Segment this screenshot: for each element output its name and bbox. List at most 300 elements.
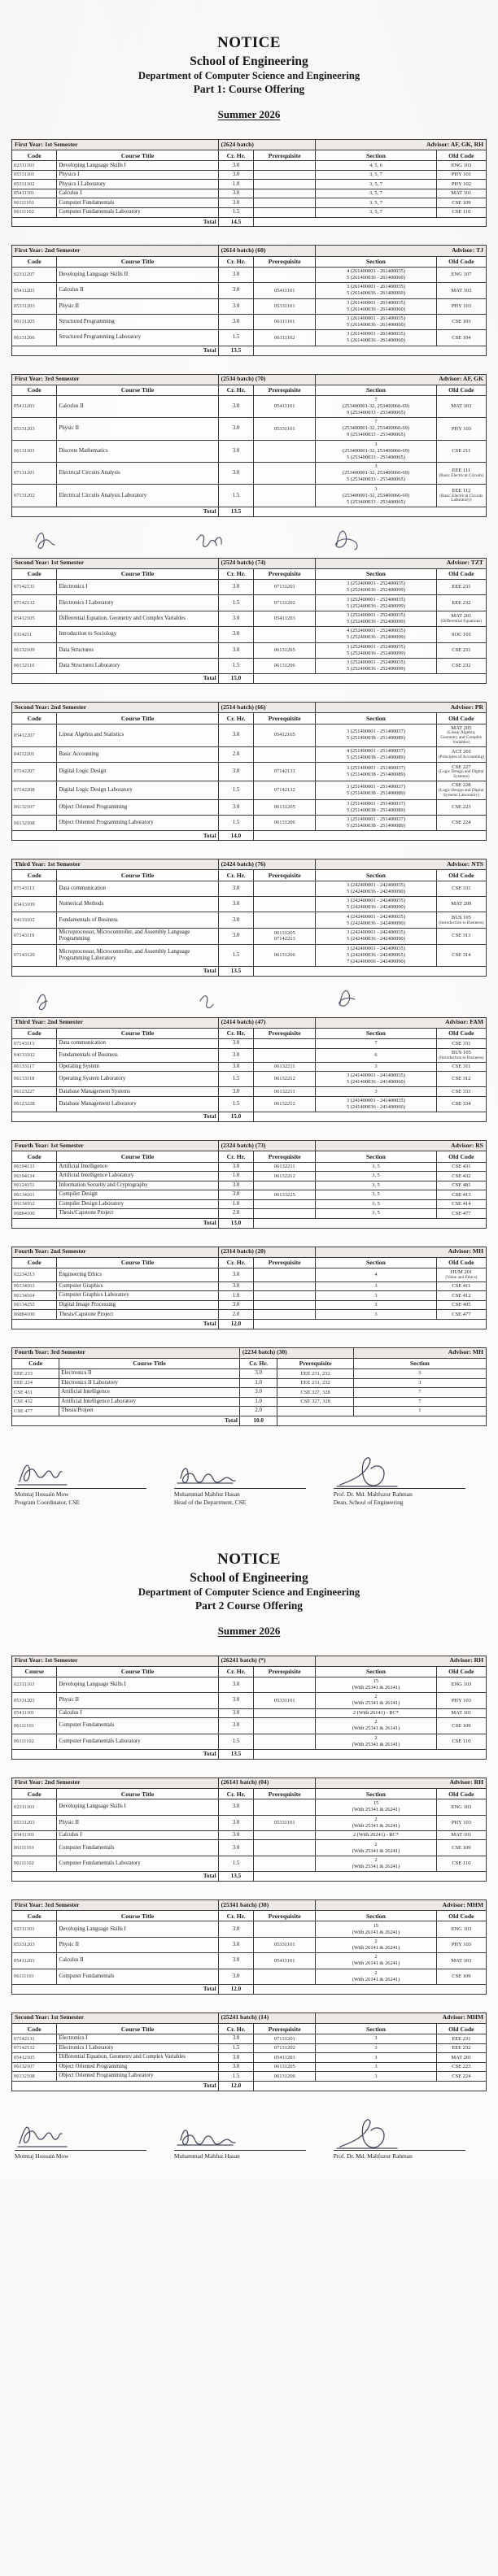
cell-credit-hours: 3.0 xyxy=(218,1693,254,1708)
cell-course-title: Basic Accounting xyxy=(57,747,218,763)
total-label: Total xyxy=(12,2081,219,2091)
part1-header xyxy=(0,0,498,121)
cell-prerequisite: 05411203 xyxy=(254,2053,316,2063)
cell-course-code: CSE 477 xyxy=(12,1407,59,1416)
cell-course-code: 07143120 xyxy=(12,944,57,966)
cell-old-code: PHY 103 xyxy=(436,1815,486,1830)
semester-label: Third Year: 2nd Semester xyxy=(12,1017,219,1028)
col-header-title: Course Title xyxy=(57,385,218,395)
course-offering-table xyxy=(11,1656,487,1760)
cell-course-code: 05331102 xyxy=(12,180,57,189)
cell-section: 3 (251400001 - 251400037) 5 (251400038 - 251400089) xyxy=(316,816,437,831)
cell-old-code: SOC 101 xyxy=(436,627,486,642)
col-header-title: Course Title xyxy=(57,870,218,881)
signature-block xyxy=(174,1456,324,1507)
cell-credit-hours: 1.5 xyxy=(218,1856,254,1871)
col-header-credit: Cr. Hr. xyxy=(218,713,254,724)
cell-section: 2 (With 26141 & 26241) xyxy=(316,1937,437,1952)
col-header-section: Section xyxy=(316,150,437,161)
col-header-section: Section xyxy=(353,1358,486,1368)
table-band-row xyxy=(12,558,487,568)
col-header-oldcode: Old Code xyxy=(436,1257,486,1268)
department-name-2: Department of Computer Science and Engineering xyxy=(138,1586,360,1598)
cell-section: 3 (242400001 - 242400035) 5 (242400036 - 242400090) xyxy=(316,928,437,944)
table-row xyxy=(12,944,487,966)
cell-course-code: 07142132 xyxy=(12,2043,57,2053)
cell-prerequisite: 07131201 xyxy=(254,2034,316,2044)
cell-course-code: 07143113 xyxy=(12,881,57,896)
cell-course-code: 06131103 xyxy=(12,440,57,462)
col-header-title: Course Title xyxy=(57,1257,218,1268)
total-credit-value: 15.0 xyxy=(218,674,254,684)
table-row xyxy=(12,1856,487,1871)
col-header-oldcode: Old Code xyxy=(436,870,486,881)
table-row xyxy=(12,1162,487,1172)
cell-course-title: Differential Equation, Geometry and Complex Variables xyxy=(57,611,218,626)
cell-section: 3, 5, 7 xyxy=(316,189,437,198)
col-header-oldcode: Old Code xyxy=(436,713,486,724)
notice-title-2: NOTICE xyxy=(217,1550,281,1568)
cell-credit-hours: 1.5 xyxy=(218,944,254,966)
cell-course-code: 0314211 xyxy=(12,627,57,642)
col-header-section: Section xyxy=(316,1028,437,1038)
cell-section: 3, 5, 7 xyxy=(316,198,437,208)
table-band-row xyxy=(12,1017,487,1028)
cell-course-code: 06134164 xyxy=(12,1291,57,1301)
signature-name: Prof. Dr. Md. Mahfuzur Rahman xyxy=(333,1490,413,1498)
cell-credit-hours: 3.0 xyxy=(218,418,254,440)
cell-old-code: CSE 109 xyxy=(436,1969,486,1984)
cell-course-code: 06123228 xyxy=(12,1096,57,1112)
cell-credit-hours: 3.0 xyxy=(218,1300,254,1310)
cell-course-code: 02311207 xyxy=(12,267,57,282)
cell-course-title: Computer Fundamentals Laboratory xyxy=(57,1734,218,1749)
table-row xyxy=(12,2053,487,2063)
cell-section: 2 (With 25341 & 26241) xyxy=(316,1840,437,1856)
cell-old-code: CSE 481 xyxy=(436,1181,486,1190)
table-row xyxy=(12,485,487,507)
semester-label: Third Year: 1st Semester xyxy=(12,859,219,870)
signature-ink xyxy=(15,1456,164,1488)
cell-course-title: Electronics I Laboratory xyxy=(57,595,218,611)
cell-course-code: 05411101 xyxy=(12,1830,57,1840)
col-header-oldcode: Old Code xyxy=(436,1151,486,1162)
cell-section: 2 (With 26241) - RC* xyxy=(316,1830,437,1840)
cell-credit-hours: 1.5 xyxy=(218,1096,254,1112)
table-header-row xyxy=(12,2023,487,2034)
cell-section: 3 xyxy=(353,1378,486,1388)
cell-section: 3 (241400001 - 241400035) 5 (241400036 - 241400060) xyxy=(316,1072,437,1087)
cell-prerequisite: 06111102 xyxy=(254,330,316,346)
cell-old-code: CSE 477 xyxy=(436,1310,486,1320)
col-header-section: Section xyxy=(316,870,437,881)
cell-course-code: 06194133 xyxy=(12,1162,57,1172)
cell-section: 3 (251400001 - 251400037) 5 (251400038 - 251400089) xyxy=(316,724,437,746)
cell-credit-hours: 3.0 xyxy=(218,314,254,329)
cell-section: 3 (261400001 - 261400035) 5 (261400036 - 261400060) xyxy=(316,283,437,298)
cell-course-title: Thesis/Projeet xyxy=(59,1407,240,1416)
cell-section: 3 xyxy=(316,2072,437,2082)
col-header-credit: Cr. Hr. xyxy=(218,1151,254,1162)
col-header-title: Course Title xyxy=(57,1151,218,1162)
cell-old-code: MAT 103 xyxy=(436,283,486,298)
col-header-section: Section xyxy=(316,2023,437,2034)
cell-section: 3 (253400001-32, 253400066-69) 5 (253400033 - 253400065) xyxy=(316,463,437,485)
cell-credit-hours: 3.0 xyxy=(218,1281,254,1291)
table-row xyxy=(12,1190,487,1200)
table-band-row xyxy=(12,1778,487,1788)
cell-prerequisite: 05331101 xyxy=(254,1937,316,1952)
cell-credit-hours: 3.0 xyxy=(218,611,254,626)
cell-section: 3 (252400001 - 252400035) 5 (252400036 - 252400099) xyxy=(316,611,437,626)
semester-label: First Year: 1st Semester xyxy=(12,1656,219,1666)
cell-credit-hours: 3.0 xyxy=(218,283,254,298)
table-row xyxy=(12,1799,487,1815)
cell-course-code: 07131202 xyxy=(12,485,57,507)
col-header-section: Section xyxy=(316,1666,437,1677)
signature-name: Muhammad Mahfuz Hasan xyxy=(173,2152,240,2160)
table-row xyxy=(12,330,487,346)
cell-course-code: 02311103 xyxy=(12,161,57,171)
col-header-oldcode: Old Code xyxy=(436,1911,486,1921)
cell-course-title: Database Management Systems xyxy=(57,1087,218,1097)
signature-role: Dean, School of Engineering xyxy=(333,1498,404,1506)
col-header-code: Code xyxy=(12,1151,57,1162)
total-blank xyxy=(254,966,487,976)
cell-section: 3 xyxy=(316,1300,437,1310)
signature-ink xyxy=(15,2117,164,2150)
signature-block xyxy=(15,1456,164,1507)
table-row xyxy=(12,2062,487,2072)
cell-credit-hours: 3.0 xyxy=(218,642,254,658)
semester-label: First Year: 1st Semester xyxy=(12,140,219,150)
advisor-label: Advisor: PR xyxy=(316,703,487,713)
cell-old-code: EEE 232 xyxy=(436,2043,486,2053)
col-header-title: Course Title xyxy=(57,256,218,267)
cell-prerequisite xyxy=(254,180,316,189)
cell-course-title: Digital Image Processing xyxy=(57,1300,218,1310)
cell-course-title: Computer Graphics Laboratory xyxy=(57,1291,218,1301)
semester-label: Second Year: 1st Semester xyxy=(12,2012,219,2023)
cell-prerequisite: 05412105 xyxy=(254,724,316,746)
total-blank xyxy=(254,1984,487,1994)
table-row xyxy=(12,1048,487,1062)
cell-prerequisite xyxy=(254,1181,316,1190)
cell-course-code: 06131206 xyxy=(12,330,57,346)
cell-section: 2 (With 26141 & 26241) xyxy=(316,1969,437,1984)
cell-course-title: Discrete Mathematics xyxy=(57,440,218,462)
cell-course-title: Thesis/Capstone Project xyxy=(57,1310,218,1320)
batch-label: (2234 batch) (30) xyxy=(239,1347,353,1358)
semester-label: Fourth Year: 2nd Semester xyxy=(12,1247,219,1257)
signature-block xyxy=(334,2117,483,2160)
cell-course-code: 06111102 xyxy=(12,1856,57,1871)
col-header-credit: Cr. Hr. xyxy=(218,2023,254,2034)
cell-prerequisite xyxy=(254,881,316,896)
col-header-title: Course Title xyxy=(57,150,218,161)
cell-course-code: 06133117 xyxy=(12,1062,57,1072)
table-row xyxy=(12,881,487,896)
table-row xyxy=(12,2034,487,2044)
signature-block xyxy=(15,2117,164,2160)
cell-prerequisite xyxy=(254,1799,316,1815)
cell-course-title: Fundamentals of Business xyxy=(57,912,218,928)
cell-old-code: CSE 109 xyxy=(436,1718,486,1734)
col-header-prerequisite: Prerequisite xyxy=(254,713,316,724)
cell-course-title: Information Security and Cryptography xyxy=(57,1181,218,1190)
col-header-prerequisite: Prerequisite xyxy=(254,1151,316,1162)
total-label: Total xyxy=(12,346,219,355)
table-total-row xyxy=(12,831,487,841)
signature-row-part2 xyxy=(0,2109,498,2160)
cell-course-code: 06884100 xyxy=(12,1209,57,1219)
cell-credit-hours: 3.0 xyxy=(218,1830,254,1840)
cell-course-code: 06132108 xyxy=(12,816,57,831)
total-label: Total xyxy=(12,1112,219,1122)
table-row xyxy=(12,1369,487,1379)
cell-credit-hours: 3.0 xyxy=(218,189,254,198)
cell-course-code: CSE 431 xyxy=(12,1388,59,1398)
cell-old-code: CSE 312 xyxy=(436,1072,486,1087)
table-row xyxy=(12,189,487,198)
cell-section: 3 (252400001 - 252400035) 5 (252400036 - 252400099) xyxy=(316,580,437,595)
semester-label: Fourth Year: 3rd Semester xyxy=(12,1347,240,1358)
col-header-code: Code xyxy=(12,1358,59,1368)
total-blank xyxy=(254,674,487,684)
table-row xyxy=(12,816,487,831)
cell-course-code: 06133118 xyxy=(12,1072,57,1087)
table-header-row xyxy=(12,1028,487,1038)
cell-credit-hours: 1.0 xyxy=(218,1172,254,1181)
cell-course-code: EEE 233 xyxy=(12,1369,59,1379)
table-row xyxy=(12,1181,487,1190)
table-row xyxy=(12,912,487,928)
cell-credit-hours: 2.0 xyxy=(218,1310,254,1320)
cell-prerequisite: 06132212 xyxy=(254,1172,316,1181)
advisor-label: Advisor: MHM xyxy=(316,2012,487,2023)
total-blank xyxy=(277,1416,487,1425)
cell-old-code: MAT 101 xyxy=(436,1830,486,1840)
table-row xyxy=(12,642,487,658)
cell-old-code: ENG 107 xyxy=(436,267,486,282)
cell-section: 3, 5, 7 xyxy=(316,170,437,180)
cell-course-title: Structured Programming xyxy=(57,314,218,329)
batch-label: (2314 batch) (20) xyxy=(218,1247,316,1257)
cell-old-code: EEE 111 (Basic Electrical Circuits) xyxy=(436,463,486,485)
cell-old-code: CSE 231 xyxy=(436,642,486,658)
cell-course-code: 07143113 xyxy=(12,1039,57,1049)
cell-course-code: 06111101 xyxy=(12,1718,57,1734)
cell-old-code: CSE 411 xyxy=(436,1281,486,1291)
cell-course-code: 05412105 xyxy=(12,2053,57,2063)
cell-credit-hours: 3.0 xyxy=(218,463,254,485)
col-header-section: Section xyxy=(316,1257,437,1268)
cell-old-code: PHY 103 xyxy=(436,418,486,440)
batch-label: (2514 batch) (66) xyxy=(218,703,316,713)
col-header-section: Section xyxy=(316,568,437,579)
cell-credit-hours: 3.0 xyxy=(218,928,254,944)
cell-course-code: 06124151 xyxy=(12,1181,57,1190)
total-label: Total xyxy=(12,1319,219,1329)
total-credit-value: 13.5 xyxy=(218,507,254,516)
table-header-row xyxy=(12,1358,487,1368)
cell-credit-hours: 1.0 xyxy=(239,1378,277,1388)
cell-credit-hours: 1.5 xyxy=(218,816,254,831)
course-offering-table xyxy=(11,245,487,355)
cell-credit-hours: 3.0 xyxy=(218,1708,254,1718)
cell-old-code: MAT 205 (Linear Algebra, Geometry and Complex Variables) xyxy=(436,724,486,746)
advisor-label: Advisor: MHM xyxy=(316,1900,487,1911)
table-row xyxy=(12,1199,487,1209)
table-row xyxy=(12,1172,487,1181)
cell-prerequisite xyxy=(254,485,316,507)
cell-credit-hours: 3.0 xyxy=(218,897,254,912)
cell-prerequisite: 06131206 xyxy=(254,658,316,673)
cell-prerequisite: CSE 327, 328 xyxy=(277,1397,353,1407)
cell-course-title: Developing Language Skills II xyxy=(57,267,218,282)
cell-section: 4 (261400001 - 261400035) 5 (261400036 - 261400060) xyxy=(316,267,437,282)
table-row xyxy=(12,595,487,611)
advisor-label: Advisor: TJ xyxy=(316,246,487,256)
cell-course-title: Calculus II xyxy=(57,1953,218,1969)
table-header-row xyxy=(12,568,487,579)
cell-prerequisite xyxy=(254,747,316,763)
table-row xyxy=(12,170,487,180)
semester-label: Second Year: 1st Semester xyxy=(12,558,219,568)
total-label: Total xyxy=(12,217,219,227)
cell-prerequisite: 06131205 xyxy=(254,799,316,815)
cell-course-code: 07142131 xyxy=(12,2034,57,2044)
cell-course-code: 06134161 xyxy=(12,1190,57,1200)
batch-label: (2624 batch) xyxy=(218,140,316,150)
total-label: Total xyxy=(12,831,219,841)
signature-block xyxy=(174,2117,324,2160)
table-row xyxy=(12,418,487,440)
col-header-prerequisite: Prerequisite xyxy=(254,150,316,161)
table-total-row xyxy=(12,674,487,684)
cell-section: 7 xyxy=(316,1039,437,1049)
cell-course-title: Electronics II xyxy=(59,1369,240,1379)
cell-old-code: CSE 227 (Logic Design and Digital Systems) xyxy=(436,763,486,781)
total-credit-value: 12.0 xyxy=(218,2081,254,2091)
cell-course-code: 06132109 xyxy=(12,642,57,658)
col-header-prerequisite: Prerequisite xyxy=(254,1666,316,1677)
cell-prerequisite xyxy=(254,1718,316,1734)
cell-prerequisite: 06131205 xyxy=(254,642,316,658)
cell-credit-hours: 3.0 xyxy=(218,1039,254,1049)
table-total-row xyxy=(12,507,487,516)
table-row xyxy=(12,1096,487,1112)
table-band-row xyxy=(12,374,487,385)
col-header-prerequisite: Prerequisite xyxy=(254,1028,316,1038)
table-row xyxy=(12,627,487,642)
cell-section: 15 (With 26141 & 26241) xyxy=(316,1921,437,1937)
cell-section: 3 xyxy=(316,2043,437,2053)
cell-old-code: MAT 201 xyxy=(436,2053,486,2063)
col-header-prerequisite: Prerequisite xyxy=(254,870,316,881)
table-header-row xyxy=(12,256,487,267)
cell-old-code: CSE 495 xyxy=(436,1300,486,1310)
cell-course-title: Physics I xyxy=(57,170,218,180)
cell-old-code: PHY 103 xyxy=(436,1937,486,1952)
cell-prerequisite: 05331101 xyxy=(254,418,316,440)
batch-label: (26141 batch) (04) xyxy=(218,1778,316,1788)
cell-course-code: 05331203 xyxy=(12,418,57,440)
table-row xyxy=(12,1718,487,1734)
cell-old-code: CSE 313 xyxy=(436,928,486,944)
table-header-row xyxy=(12,713,487,724)
cell-course-title: Data communication xyxy=(57,881,218,896)
col-header-credit: Cr. Hr. xyxy=(218,150,254,161)
total-blank xyxy=(254,217,487,227)
col-header-section: Section xyxy=(316,1911,437,1921)
total-blank xyxy=(254,1112,487,1122)
cell-course-title: Physic II xyxy=(57,298,218,314)
cell-credit-hours: 3.0 xyxy=(218,161,254,171)
cell-prerequisite xyxy=(254,189,316,198)
table-band-row xyxy=(12,703,487,713)
table-row xyxy=(12,1209,487,1219)
cell-old-code: CSE 232 xyxy=(436,658,486,673)
table-header-row xyxy=(12,1666,487,1677)
col-header-oldcode: Old Code xyxy=(436,1666,486,1677)
table-row xyxy=(12,1937,487,1952)
cell-old-code: CSE 104 xyxy=(436,330,486,346)
cell-course-code: 07142131 xyxy=(12,580,57,595)
cell-course-title: Electrical Circuits Analysis Laboratory xyxy=(57,485,218,507)
cell-prerequisite xyxy=(254,1209,316,1219)
col-header-prerequisite: Prerequisite xyxy=(254,1788,316,1799)
cell-old-code: CSE 103 xyxy=(436,314,486,329)
table-total-row xyxy=(12,346,487,355)
cell-old-code: BUS 105 (Introduction to Business) xyxy=(436,912,486,928)
cell-prerequisite: 07142132 xyxy=(254,781,316,800)
cell-old-code: HUM 201 (Value and Ethics) xyxy=(436,1268,486,1281)
course-offering-table xyxy=(11,1347,487,1426)
table-row xyxy=(12,928,487,944)
batch-label: (26241 batch) (*) xyxy=(218,1656,316,1666)
batch-label: (25241 batch) (14) xyxy=(218,2012,316,2023)
total-label: Total xyxy=(12,966,219,976)
table-total-row xyxy=(12,1872,487,1882)
total-label: Total xyxy=(12,1416,240,1425)
cell-course-title: Artificial Intelligence xyxy=(57,1162,218,1172)
cell-section: 4 (242400001 - 242400035) 5 (242400036 - 242400090) xyxy=(316,912,437,928)
col-header-section: Section xyxy=(316,256,437,267)
signature-ink xyxy=(334,2117,483,2150)
table-row xyxy=(12,1388,487,1398)
cell-course-code: 04112201 xyxy=(12,747,57,763)
cell-course-title: Physic II xyxy=(57,418,218,440)
table-band-row xyxy=(12,140,487,150)
cell-section: 7 xyxy=(353,1397,486,1407)
cell-old-code: EEE 112 (Basic Electrical Circuits Laboratory) xyxy=(436,485,486,507)
table-row xyxy=(12,1268,487,1281)
semester-label: First Year: 2nd Semester xyxy=(12,1778,219,1788)
signature-name: Momtaj Hossain Mow xyxy=(15,2152,69,2160)
cell-section: 3 (251400001 - 251400037) 5 (251400038 - 251400089) xyxy=(316,781,437,800)
total-credit-value: 14.5 xyxy=(218,217,254,227)
table-band-row xyxy=(12,859,487,870)
table-row xyxy=(12,897,487,912)
cell-old-code: CSE 224 xyxy=(436,816,486,831)
cell-course-title: Developing Language Skills I xyxy=(57,1921,218,1937)
cell-prerequisite: 06132211 xyxy=(254,1162,316,1172)
cell-course-title: Microprocessor, Microcontroller, and Assembly Language Programming xyxy=(57,928,218,944)
total-label: Total xyxy=(12,1872,219,1882)
cell-course-title: Electrical Circuits Analysis xyxy=(57,463,218,485)
table-total-row xyxy=(12,217,487,227)
